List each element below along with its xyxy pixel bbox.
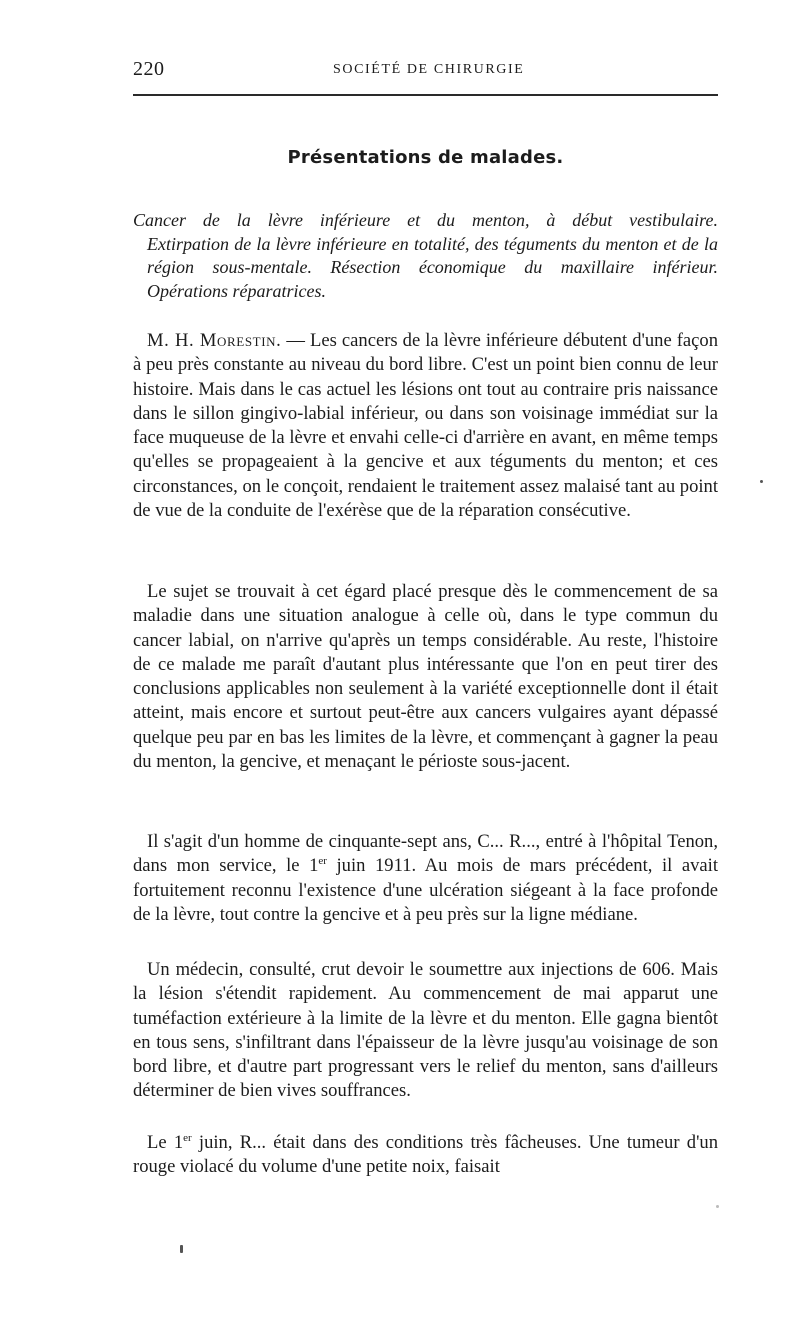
- paragraph-1-text: — Les cancers de la lèvre inférieure débutent d'une façon à peu près constante au niveau du bord libre. C'est un point bien connu de leur histoire. Mais dans le cas actuel les lésions ont tout au contraire pris naissance dans le sillon gingivo-labial inférieur, ou dans son voisinage immédiat sur la face muqueuse de la lèvre et envahi celle-ci d'arrière en avant, en même temps qu'elles se propageaient à la gencive et aux téguments du menton; et ces circonstances, on le conçoit, rendaient le traitement assez malaisé tant au point de vue de la conduite de l'exérèse que de la réparation consécutive.: [133, 330, 719, 522]
- section-title: Présentations de malades.: [287, 147, 564, 168]
- paragraph-2-text: Le sujet se trouvait à cet égard placé presque dès le commencement de sa maladie dans une situation analogue à celle où, dans le type commun du cancer labial, on n'arrive qu'après un temps considérable. Au reste, l'histoire de ce malade me paraît d'autant plus intéressante que l'on en peut tirer des conclusions applicables non seulement à la variété exceptionnelle dont il était atteint, mais encore et surtout peut-être aux cancers vulgaires ayant dépassé quelque peu par en bas les limites de la lèvre, et commençant à gagner la peau du menton, la gencive, et menaçant le périoste sous-jacent.: [133, 581, 718, 773]
- paragraph-5: [133, 1131, 718, 1180]
- paragraph-3: [133, 830, 718, 927]
- paragraph-5-text-a: Le 1: [147, 1132, 184, 1153]
- page-header: [133, 58, 718, 86]
- case-title-line-2: Extirpation de la lèvre inférieure en totalité, des téguments du menton et de la région sous-mentale. Résection économique du maxillaire inférieur. Opérations réparatrices.: [147, 233, 718, 301]
- superscript-er: er: [183, 1131, 192, 1144]
- running-head: SOCIÉTÉ DE CHIRURGIE: [333, 62, 525, 77]
- paper-speck: [760, 480, 763, 483]
- paragraph-3-text-b: juin 1911. Au mois de mars précédent, il avait fortuitement reconnu l'existence d'une ulcération siégeant à la face profonde de la lèvre, tout contre la gencive et à peu près sur la ligne médiane.: [133, 855, 718, 925]
- paragraph-5-text-b: juin, R... était dans des conditions très fâcheuses. Une tumeur d'un rouge violacé du volume d'une petite noix, faisait: [133, 1132, 719, 1178]
- paragraph-1: [133, 329, 718, 523]
- author-name: M. H. Morestin.: [147, 330, 282, 351]
- paragraph-3-text-a: Il s'agit d'un homme de cinquante-sept ans, C... R..., entré à l'hôpital Tenon, dans mon service, le 1: [133, 831, 718, 877]
- header-rule: [133, 94, 718, 96]
- paragraph-2: [133, 580, 718, 774]
- paper-speck: [716, 1205, 719, 1208]
- page-number: 220: [133, 58, 165, 80]
- paragraph-4-text: Un médecin, consulté, crut devoir le soumettre aux injections de 606. Mais la lésion s'étendit rapidement. Au commencement de mai apparut une tuméfaction extérieure à la limite de la lèvre et du menton. Elle gagna bientôt en tous sens, s'infiltrant dans l'épaisseur de la lèvre jusqu'au voisinage de son bord libre, et d'autre part progressant vers le relief du menton, sans d'ailleurs déterminer de bien vives souffrances.: [133, 959, 718, 1102]
- case-title: [133, 209, 718, 303]
- case-title-line-1: Cancer de la lèvre inférieure et du menton, à début vestibulaire.: [133, 210, 718, 230]
- paper-speck: [180, 1245, 183, 1253]
- superscript-er: er: [318, 855, 327, 868]
- paragraph-4: [133, 958, 718, 1104]
